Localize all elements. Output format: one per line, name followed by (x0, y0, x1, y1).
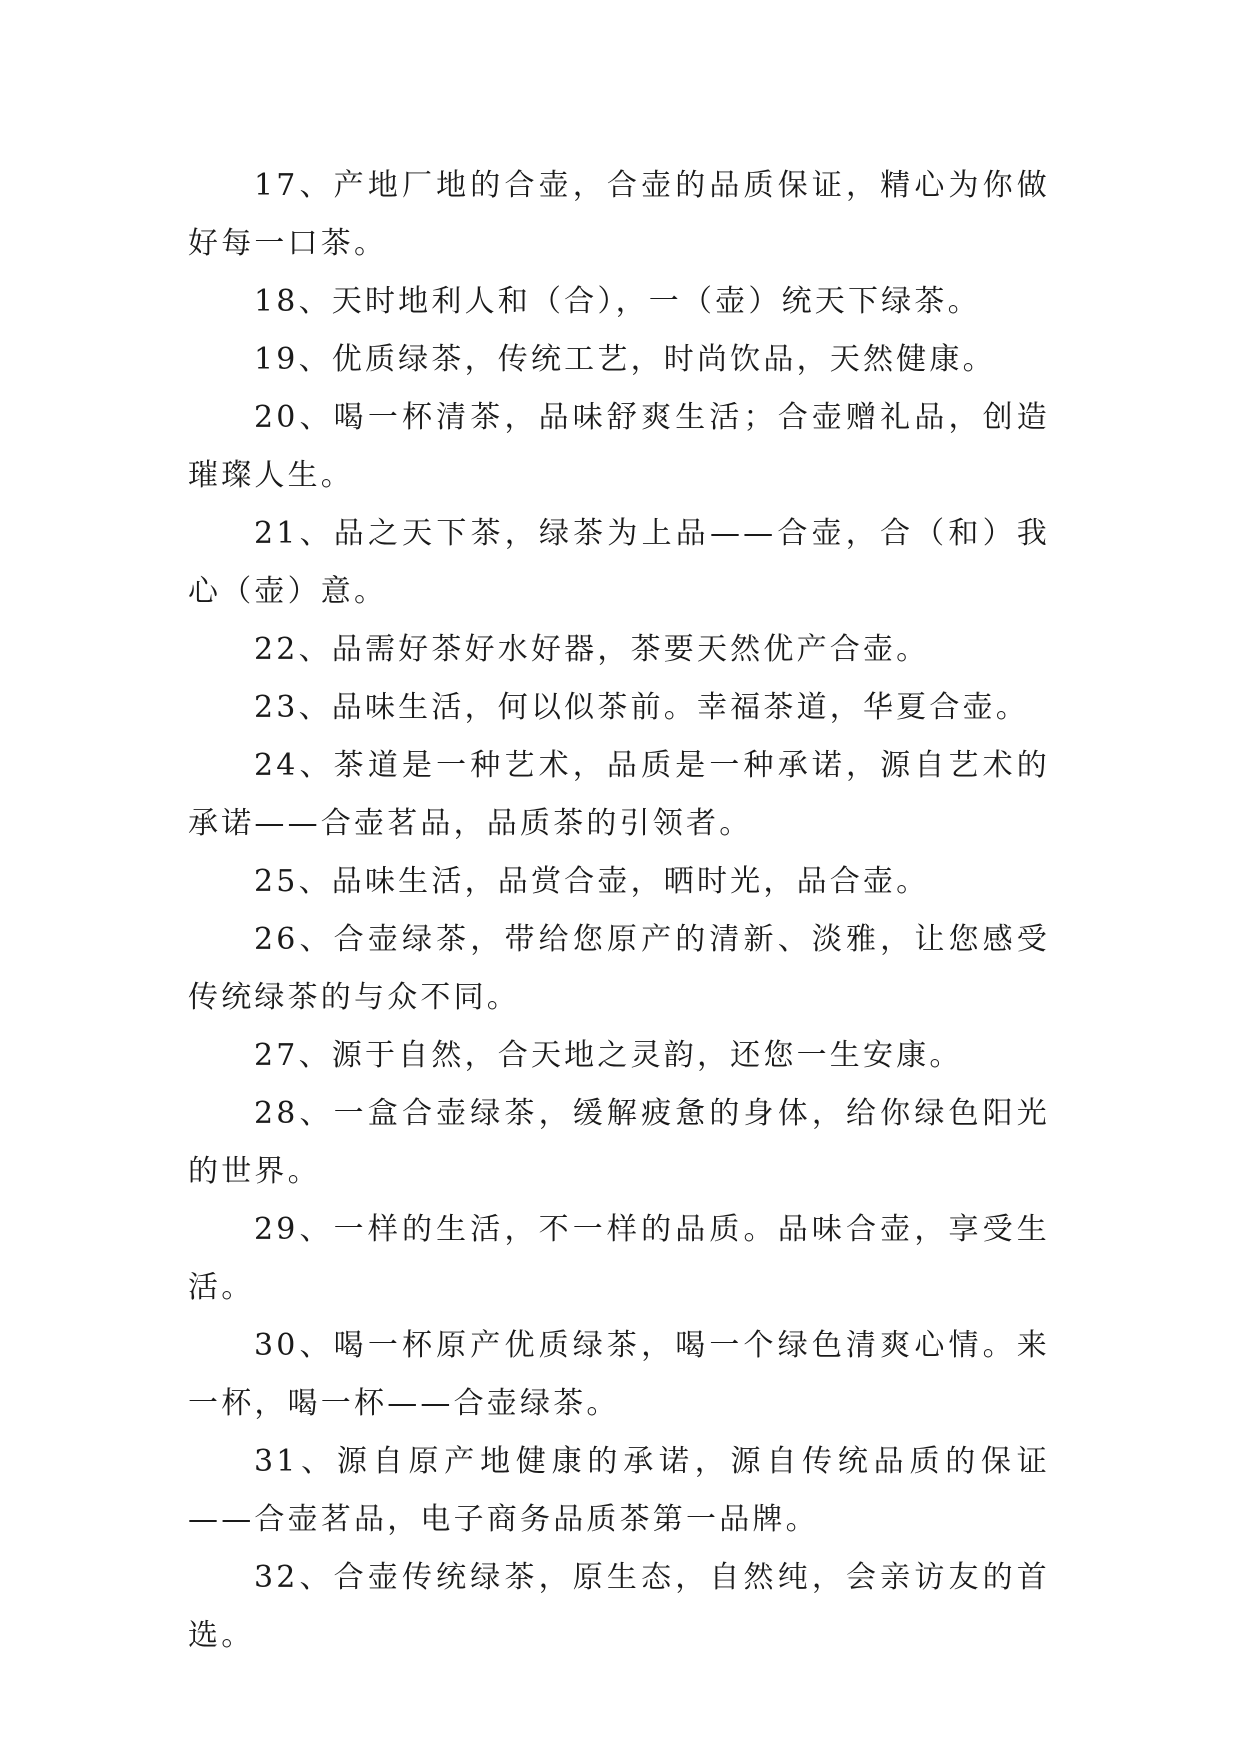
paragraph-28: 28、一盒合壶绿茶，缓解疲惫的身体，给你绿色阳光的世界。 (188, 1096, 1050, 1189)
paragraph-25: 25、品味生活，品赏合壶，晒时光，品合壶。 (254, 864, 930, 899)
paragraph-27: 27、源于自然，合天地之灵韵，还您一生安康。 (254, 1038, 963, 1073)
document-body (188, 157, 1050, 1665)
paragraph-23: 23、品味生活，何以似茶前。幸福茶道，华夏合壶。 (254, 690, 1029, 725)
paragraph-24: 24、茶道是一种艺术，品质是一种承诺，源自艺术的承诺——合壶茗品，品质茶的引领者。 (188, 748, 1050, 841)
paragraph-26: 26、合壶绿茶，带给您原产的清新、淡雅，让您感受传统绿茶的与众不同。 (188, 922, 1050, 1015)
paragraph-31: 31、源自原产地健康的承诺，源自传统品质的保证——合壶茗品，电子商务品质茶第一品牌。 (188, 1444, 1050, 1537)
paragraph-18: 18、天时地利人和（合），一（壶）统天下绿茶。 (254, 284, 981, 319)
paragraph-19: 19、优质绿茶，传统工艺，时尚饮品，天然健康。 (254, 342, 996, 377)
paragraph-32: 32、合壶传统绿茶，原生态，自然纯，会亲访友的首选。 (188, 1560, 1050, 1653)
paragraph-30: 30、喝一杯原产优质绿茶，喝一个绿色清爽心情。来一杯，喝一杯——合壶绿茶。 (188, 1328, 1050, 1421)
paragraph-21: 21、品之天下茶，绿茶为上品——合壶，合（和）我心（壶）意。 (188, 516, 1050, 609)
paragraph-29: 29、一样的生活，不一样的品质。品味合壶，享受生活。 (188, 1212, 1050, 1305)
paragraph-20: 20、喝一杯清茶，品味舒爽生活；合壶赠礼品，创造璀璨人生。 (188, 400, 1050, 493)
paragraph-22: 22、品需好茶好水好器，茶要天然优产合壶。 (254, 632, 930, 667)
paragraph-17: 17、产地厂地的合壶，合壶的品质保证，精心为你做好每一口茶。 (188, 168, 1050, 261)
